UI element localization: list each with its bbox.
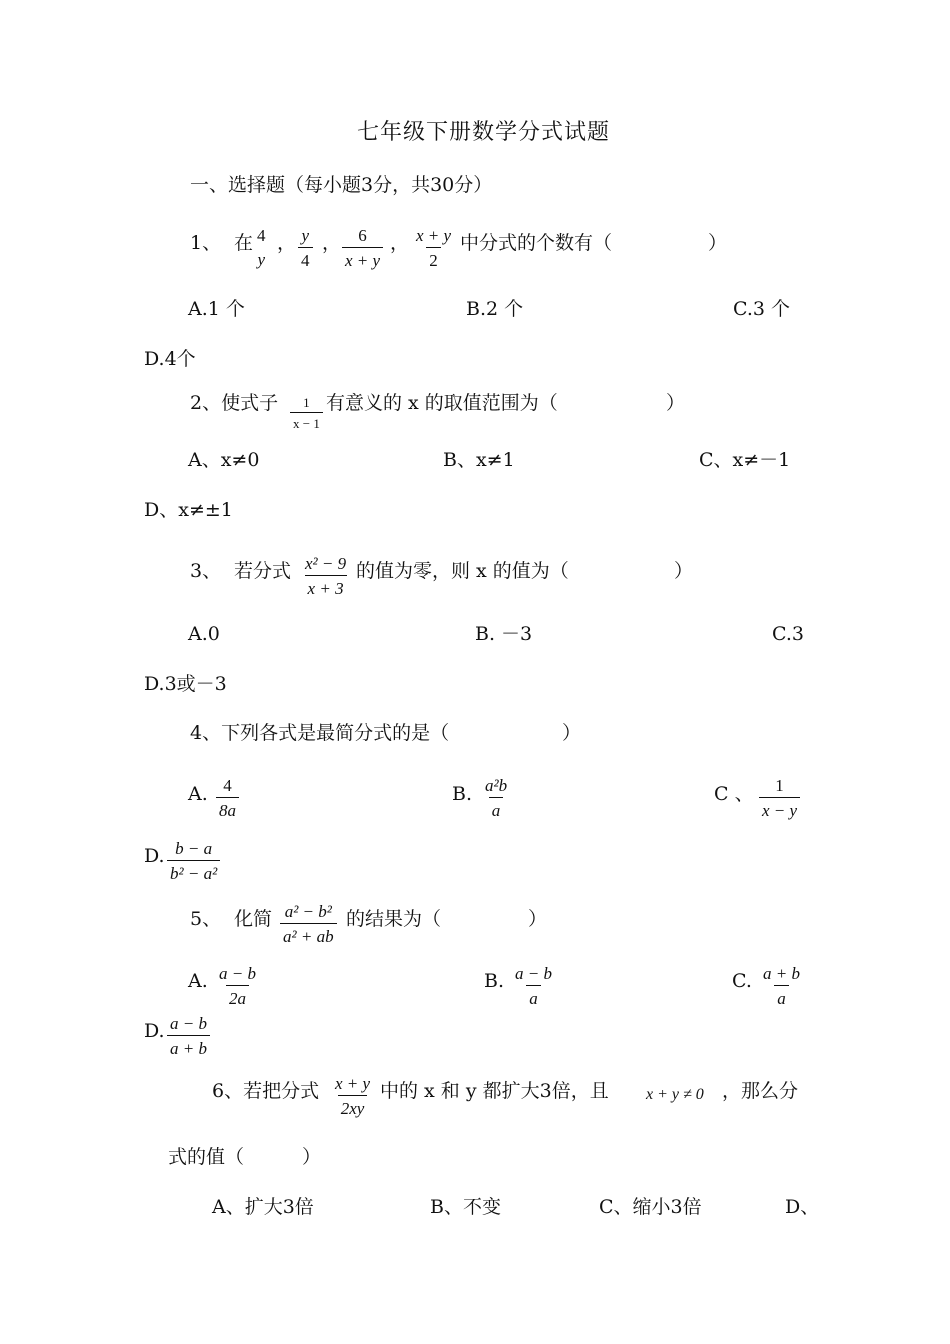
section-heading: 一、选择题（每小题3分，共30分） (190, 174, 493, 196)
option-a: A. (188, 783, 208, 805)
option-a: A、x≠0 (188, 449, 260, 471)
option-c-fraction (759, 777, 800, 819)
question-text: 4、下列各式是最简分式的是（ (190, 722, 450, 744)
question-text: 的结果为（ (346, 908, 442, 930)
option-d: D.3或－3 (144, 673, 227, 695)
denominator: a + b (167, 1035, 210, 1057)
option-a: A、扩大3倍 (212, 1196, 314, 1218)
option-b: B、x≠1 (443, 449, 515, 471)
fraction-x-plus-y-over-2 (413, 227, 454, 269)
option-b-fraction (482, 777, 510, 819)
denominator: x − 1 (290, 412, 323, 430)
denominator: 2a (226, 985, 249, 1007)
separator: ， (322, 232, 342, 254)
question-lead: 化简 (234, 908, 273, 930)
option-c: C 、 (714, 783, 754, 805)
option-d: D.4个 (144, 348, 196, 370)
separator: ， (277, 232, 297, 254)
option-d: D. (144, 1020, 165, 1042)
denominator: 2xy (338, 1095, 368, 1117)
denominator: 8a (216, 797, 239, 819)
numerator: a + b (763, 964, 800, 983)
option-a: A.0 (188, 623, 220, 645)
option-b: B. (452, 783, 473, 805)
denominator: 2 (426, 247, 441, 269)
option-d-fraction (167, 840, 220, 882)
option-a-fraction (216, 965, 259, 1007)
option-b: B、不变 (430, 1196, 501, 1218)
option-d: D、x≠±1 (144, 499, 233, 521)
numerator: 6 (358, 226, 367, 245)
fraction-x-plus-y-over-2xy (332, 1075, 373, 1117)
denominator: a (774, 985, 789, 1007)
denominator: y (257, 250, 266, 269)
option-a: A. (188, 970, 208, 992)
option-a: A.1 个 (188, 298, 245, 320)
option-b: B.2 个 (466, 298, 524, 320)
numerator: a − b (170, 1014, 207, 1033)
answer-blank-close: ） (528, 908, 548, 930)
fraction-4-over-y (254, 227, 269, 268)
option-b: B. (484, 970, 505, 992)
question-number: 1、 (190, 232, 222, 254)
option-c: C.3 (772, 623, 804, 645)
numerator: b − a (175, 839, 213, 858)
numerator: 1 (775, 776, 784, 795)
numerator: 4 (257, 226, 266, 245)
numerator: 4 (223, 776, 232, 795)
numerator: x² − 9 (305, 554, 347, 573)
condition-expression: x + y ≠ 0 (646, 1086, 704, 1103)
option-c: C.3 个 (733, 298, 791, 320)
page-title: 七年级下册数学分式试题 (357, 120, 611, 145)
numerator: a − b (515, 964, 552, 983)
answer-blank-close: ） (302, 1146, 322, 1168)
answer-blank-close: ） (674, 560, 694, 582)
fraction-1-over-x-minus-1 (290, 396, 323, 430)
question-lead: 若分式 (234, 560, 292, 582)
fraction-6-over-x-plus-y (342, 227, 383, 269)
denominator: x − y (759, 797, 800, 819)
answer-blank-close: ） (562, 722, 582, 744)
denominator: a (489, 797, 504, 819)
denominator: a² + ab (280, 923, 337, 945)
option-b: B. －3 (475, 623, 533, 645)
question-text: 有意义的 x 的取值范围为（ (326, 392, 558, 414)
denominator: b² − a² (167, 860, 220, 882)
numerator: 1 (303, 395, 310, 410)
denominator: a (526, 985, 541, 1007)
denominator: x + y (342, 247, 383, 269)
answer-blank-close: ） (708, 232, 728, 254)
answer-blank-close: ） (666, 392, 686, 414)
numerator: x + y (335, 1074, 371, 1093)
fraction-x2-minus-9-over-x-plus-3 (302, 555, 349, 597)
question-text-line2: 式的值（ (168, 1146, 245, 1168)
fraction-a2-minus-b2-over-a2-plus-ab (280, 903, 337, 945)
option-d: D、 (785, 1196, 820, 1218)
question-lead: 在 (234, 232, 254, 254)
question-number: 5、 (190, 908, 222, 930)
option-c: C、x≠－1 (699, 449, 791, 471)
question-text: 中分式的个数有（ (460, 232, 613, 254)
question-number: 3、 (190, 560, 222, 582)
option-c: C. (732, 970, 752, 992)
numerator: x + y (416, 226, 452, 245)
question-text: 中的 x 和 y 都扩大3倍，且 (380, 1080, 609, 1102)
question-lead: 6、若把分式 (212, 1080, 320, 1102)
numerator: a²b (485, 776, 508, 795)
question-text: 的值为零，则 x 的值为（ (356, 560, 569, 582)
numerator: y (301, 226, 310, 245)
numerator: a − b (219, 964, 256, 983)
denominator: x + 3 (305, 575, 347, 597)
option-c-fraction (760, 965, 803, 1007)
fraction-y-over-4 (298, 227, 313, 269)
separator: ， (390, 232, 410, 254)
option-b-fraction (512, 965, 555, 1007)
option-c: C、缩小3倍 (599, 1196, 702, 1218)
option-a-fraction (216, 777, 239, 819)
denominator: 4 (298, 247, 313, 269)
numerator: a² − b² (284, 902, 332, 921)
question-lead: 2、使式子 (190, 392, 279, 414)
option-d: D. (144, 845, 165, 867)
option-d-fraction (167, 1015, 210, 1057)
question-text-tail: ，那么分 (722, 1080, 799, 1102)
